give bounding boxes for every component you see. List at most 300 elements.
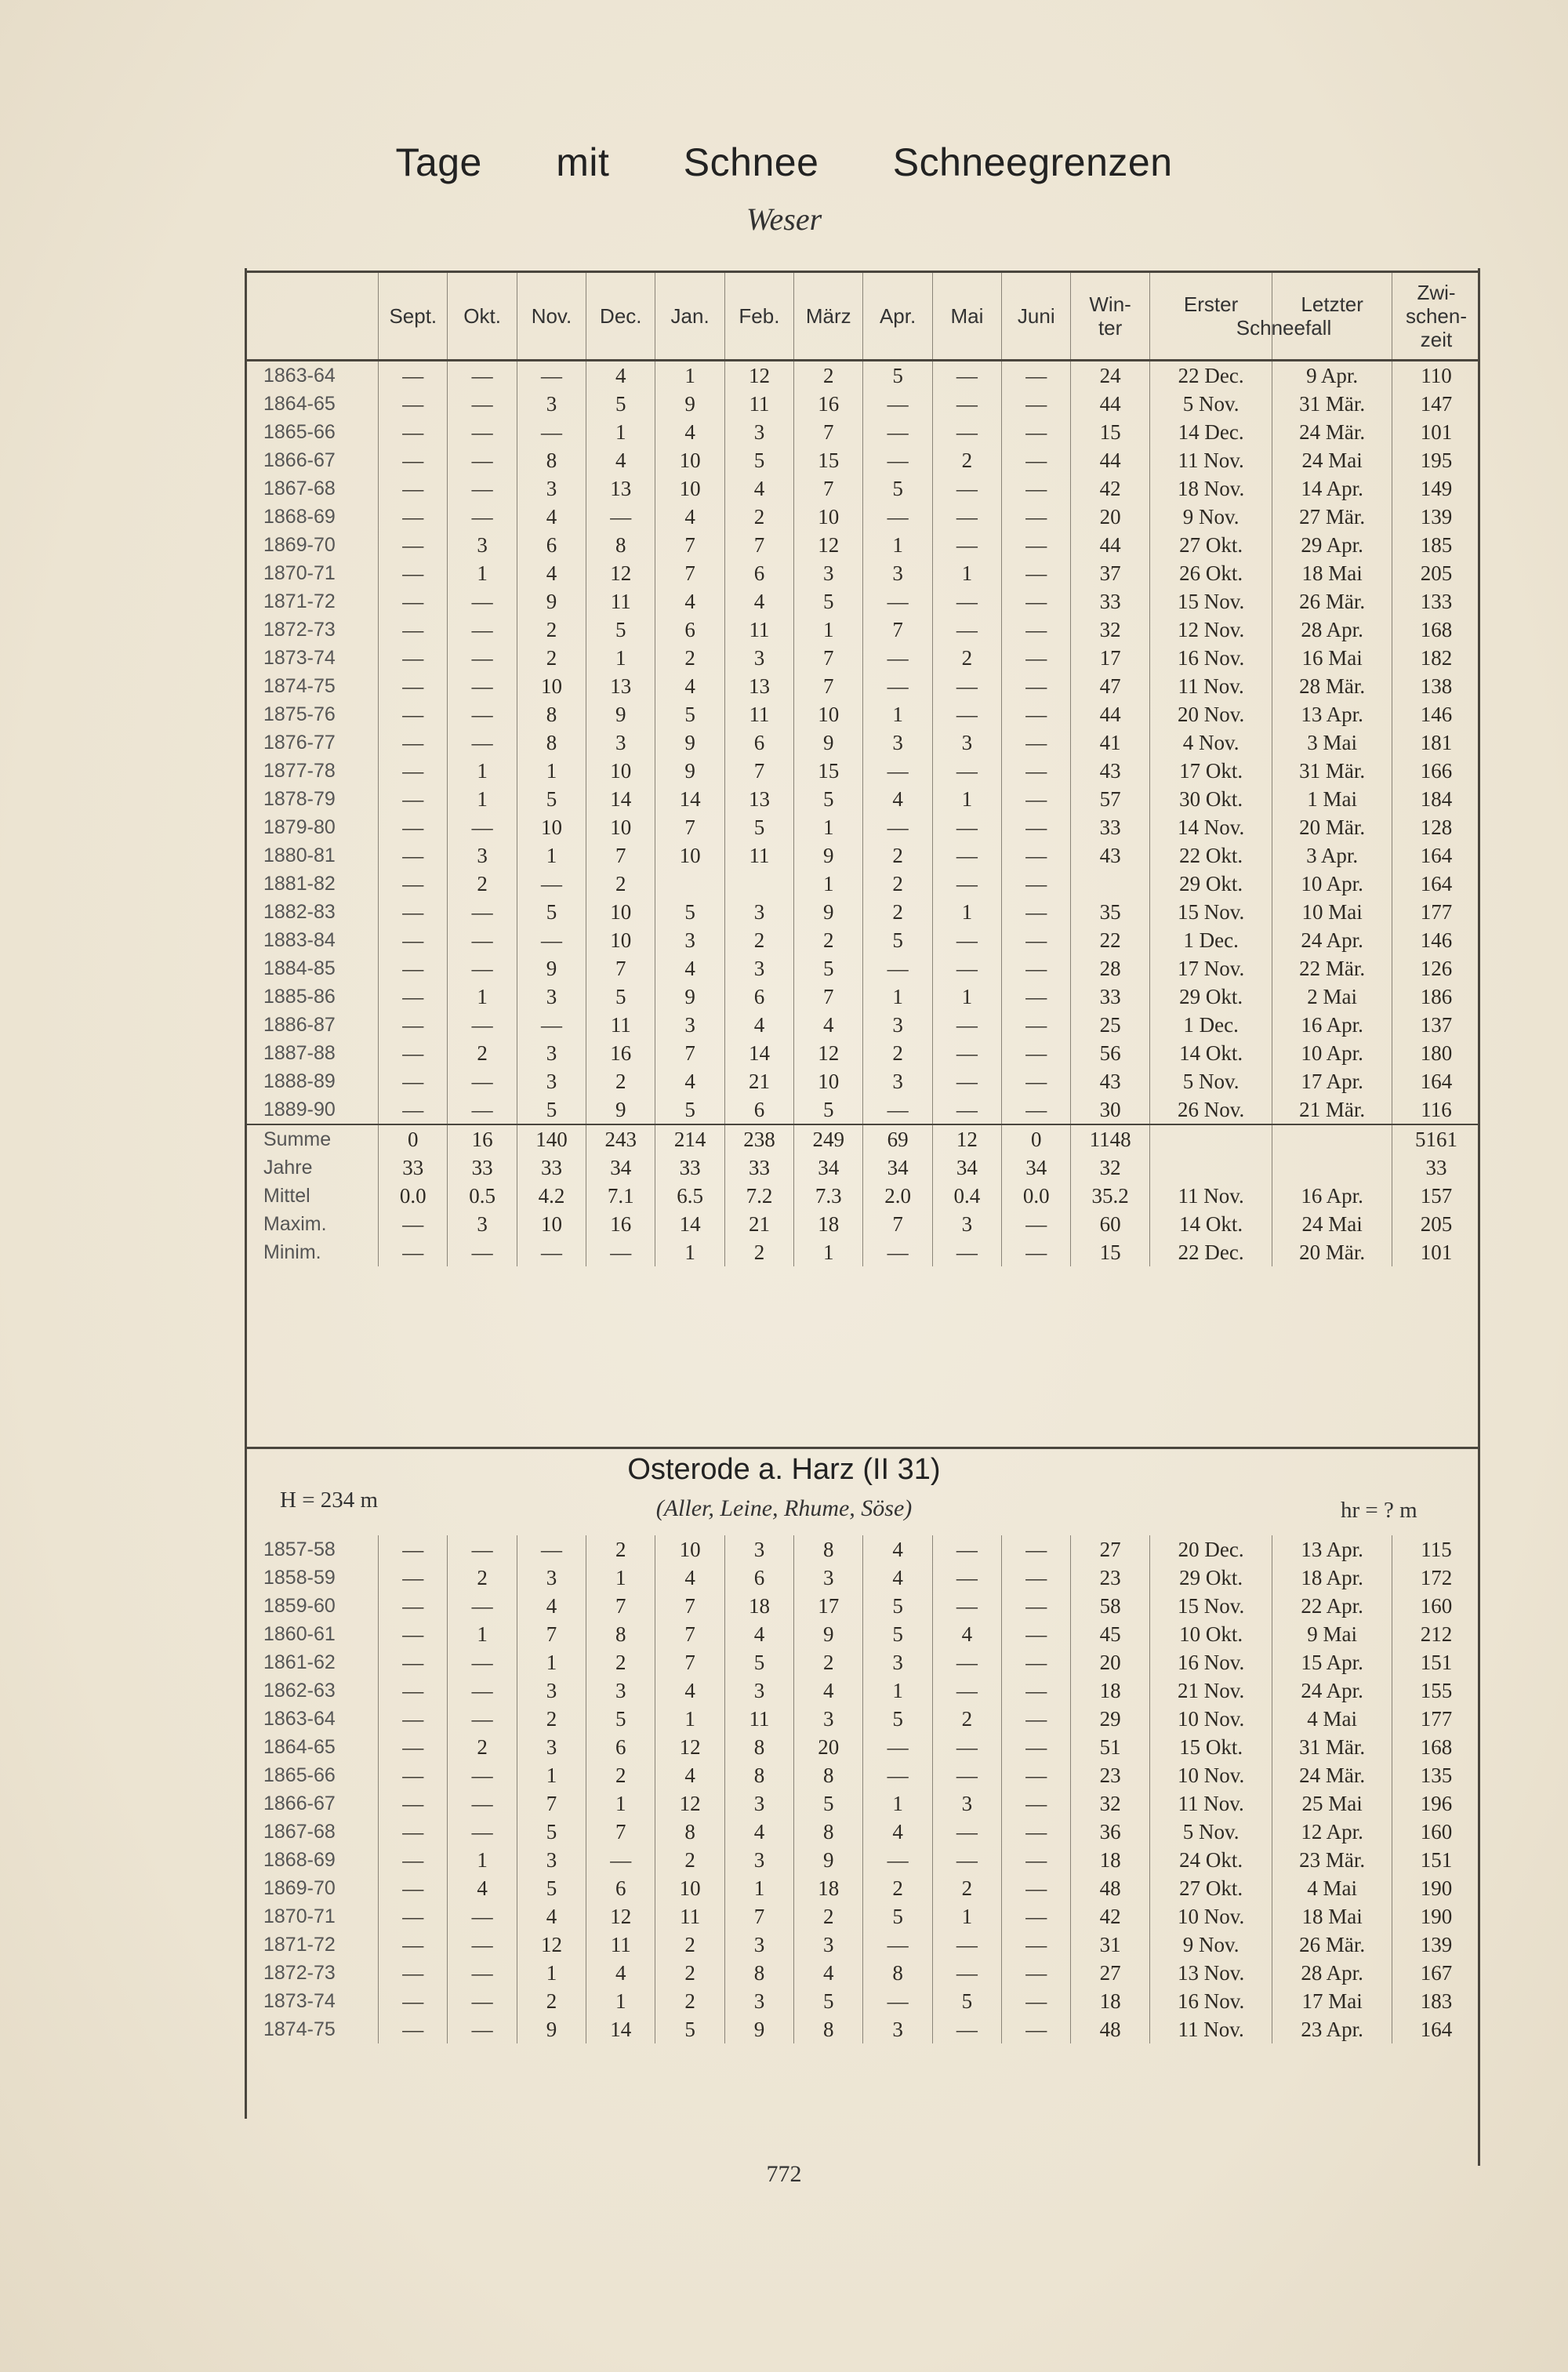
header-label: Win- (1089, 292, 1131, 316)
value-cell: — (517, 418, 586, 446)
value-cell: 168 (1392, 1733, 1480, 1761)
value-cell: 42 (1071, 474, 1149, 503)
value-cell: 20 (1071, 503, 1149, 531)
value-cell: 14 Nov. (1149, 813, 1272, 841)
value-cell: — (448, 361, 517, 390)
value-cell: 149 (1392, 474, 1480, 503)
value-cell: — (379, 559, 448, 587)
value-cell: — (517, 361, 586, 390)
header-label: Juni (1017, 304, 1055, 328)
year-cell: 1864-65 (263, 1736, 336, 1758)
page-number: 772 (766, 2161, 802, 2187)
value-cell: 185 (1392, 531, 1480, 559)
value-cell: — (932, 1648, 1001, 1676)
value-cell: 5 (517, 1818, 586, 1846)
value-cell: — (1002, 700, 1071, 728)
value-cell: 5 (517, 1095, 586, 1124)
year-cell: 1871-72 (263, 1934, 336, 1956)
value-cell: 4 (794, 1959, 863, 1987)
value-cell: — (379, 672, 448, 700)
value-cell: 7 (724, 1902, 793, 1931)
value-cell: — (379, 1789, 448, 1818)
table-header-row (245, 272, 1480, 361)
value-cell: 5 (794, 587, 863, 616)
value-cell: 17 Apr. (1272, 1067, 1392, 1095)
value-cell: 58 (1071, 1592, 1149, 1620)
value-cell: 5 (794, 954, 863, 983)
value-cell: 3 (724, 1789, 793, 1818)
value-cell: 10 (517, 672, 586, 700)
value-cell: 4 Mai (1272, 1874, 1392, 1902)
value-cell: — (448, 728, 517, 757)
value-cell: — (1002, 1959, 1071, 1987)
value-cell: 190 (1392, 1874, 1480, 1902)
value-cell: 2 (794, 1902, 863, 1931)
value-cell: 14 (724, 1039, 793, 1067)
value-cell: 29 Okt. (1149, 1564, 1272, 1592)
table-row (245, 587, 1480, 616)
table-row (245, 446, 1480, 474)
value-cell: 13 (586, 672, 655, 700)
value-cell: 4 (517, 503, 586, 531)
stat-value: 35.2 (1071, 1182, 1149, 1210)
value-cell: 3 (724, 1535, 793, 1564)
table-row (245, 926, 1480, 954)
stat-value: 7.3 (794, 1182, 863, 1210)
value-cell: 30 (1071, 1095, 1149, 1124)
stat-value: — (1002, 1238, 1071, 1266)
value-cell: — (379, 1705, 448, 1733)
value-cell: — (1002, 361, 1071, 390)
value-cell: 3 (932, 728, 1001, 757)
table-row (245, 616, 1480, 644)
value-cell: 4 (517, 1902, 586, 1931)
table-row (245, 531, 1480, 559)
value-cell: — (517, 870, 586, 898)
value-cell: 166 (1392, 757, 1480, 785)
value-cell: 57 (1071, 785, 1149, 813)
year-cell: 1871-72 (263, 590, 336, 612)
value-cell: — (1002, 1011, 1071, 1039)
year-cell: 1860-61 (263, 1623, 336, 1645)
value-cell: — (863, 587, 932, 616)
value-cell: — (863, 1987, 932, 2015)
value-cell: 26 Nov. (1149, 1095, 1272, 1124)
value-cell: 5 (794, 1789, 863, 1818)
value-cell: 1 (517, 1959, 586, 1987)
year-cell: 1888-89 (263, 1070, 336, 1092)
year-cell: 1885-86 (263, 986, 336, 1008)
value-cell: 7 (655, 813, 724, 841)
table-row (245, 1874, 1480, 1902)
value-cell (1071, 870, 1149, 898)
value-cell: — (932, 1039, 1001, 1067)
value-cell: 18 (794, 1874, 863, 1902)
value-cell: 56 (1071, 1039, 1149, 1067)
stat-value: 3 (448, 1210, 517, 1238)
value-cell: — (379, 1987, 448, 2015)
value-cell: 4 (517, 1592, 586, 1620)
value-cell: 12 (794, 531, 863, 559)
value-cell: 10 (517, 813, 586, 841)
value-cell: — (932, 1818, 1001, 1846)
stat-value: 14 (655, 1210, 724, 1238)
value-cell: 8 (794, 1818, 863, 1846)
value-cell: 6 (724, 1095, 793, 1124)
value-cell: — (448, 644, 517, 672)
value-cell: — (517, 926, 586, 954)
value-cell: 2 (932, 1874, 1001, 1902)
value-cell: — (1002, 1039, 1071, 1067)
value-cell: 3 (517, 983, 586, 1011)
value-cell: 137 (1392, 1011, 1480, 1039)
value-cell: 29 Okt. (1149, 870, 1272, 898)
value-cell: 2 (932, 644, 1001, 672)
value-cell: — (1002, 785, 1071, 813)
value-cell: 22 Apr. (1272, 1592, 1392, 1620)
value-cell: 3 (448, 531, 517, 559)
value-cell: 22 Mär. (1272, 954, 1392, 983)
value-cell: 33 (1071, 587, 1149, 616)
value-cell: 27 (1071, 1535, 1149, 1564)
value-cell: — (379, 1874, 448, 1902)
value-cell: 160 (1392, 1818, 1480, 1846)
value-cell: — (1002, 418, 1071, 446)
value-cell: 14 Apr. (1272, 474, 1392, 503)
header-label: Jan. (670, 304, 710, 328)
value-cell: 177 (1392, 1705, 1480, 1733)
value-cell: 20 (794, 1733, 863, 1761)
value-cell: 10 (586, 757, 655, 785)
value-cell: 43 (1071, 757, 1149, 785)
value-cell: 13 (724, 672, 793, 700)
stat-value: 10 (517, 1210, 586, 1238)
value-cell: 2 (932, 1705, 1001, 1733)
stat-value: — (586, 1238, 655, 1266)
table-row (245, 644, 1480, 672)
value-cell: 9 (655, 757, 724, 785)
stat-value: 14 Okt. (1149, 1210, 1272, 1238)
value-cell: 45 (1071, 1620, 1149, 1648)
value-cell: 7 (586, 954, 655, 983)
value-cell: — (1002, 1902, 1071, 1931)
header-cell (655, 272, 724, 361)
value-cell: 31 (1071, 1931, 1149, 1959)
value-cell: 7 (794, 983, 863, 1011)
value-cell: 9 (724, 2015, 793, 2043)
value-cell: 27 Okt. (1149, 531, 1272, 559)
value-cell: 5 (863, 1902, 932, 1931)
value-cell: 3 Apr. (1272, 841, 1392, 870)
value-cell: — (932, 474, 1001, 503)
value-cell: 9 (517, 954, 586, 983)
value-cell: — (863, 418, 932, 446)
value-cell: — (448, 1535, 517, 1564)
value-cell: — (932, 870, 1001, 898)
year-cell: 1880-81 (263, 845, 336, 866)
year-cell: 1872-73 (263, 1962, 336, 1984)
value-cell: 16 Nov. (1149, 1648, 1272, 1676)
value-cell: — (379, 983, 448, 1011)
value-cell: 4 (724, 587, 793, 616)
value-cell: — (379, 1733, 448, 1761)
stat-value: 1 (794, 1238, 863, 1266)
year-cell: 1864-65 (263, 393, 336, 415)
osterode-table-body (245, 1535, 1480, 2043)
value-cell: 4 (655, 672, 724, 700)
value-cell: 9 (794, 1846, 863, 1874)
value-cell: 20 (1071, 1648, 1149, 1676)
station-title: Osterode a. Harz (II 31) (627, 1453, 941, 1486)
value-cell: 1 (586, 418, 655, 446)
stat-value: 238 (724, 1124, 793, 1153)
value-cell: — (379, 757, 448, 785)
value-cell: 139 (1392, 503, 1480, 531)
value-cell: — (932, 841, 1001, 870)
header-cell (517, 272, 586, 361)
value-cell: — (379, 587, 448, 616)
value-cell: — (1002, 1874, 1071, 1902)
year-cell: 1876-77 (263, 732, 336, 754)
value-cell: 4 (863, 1535, 932, 1564)
value-cell: 2 (517, 1987, 586, 2015)
value-cell: 37 (1071, 559, 1149, 587)
stats-row (245, 1210, 1480, 1238)
value-cell: — (448, 954, 517, 983)
value-cell: — (448, 1648, 517, 1676)
value-cell: 164 (1392, 1067, 1480, 1095)
value-cell: 15 Nov. (1149, 587, 1272, 616)
table-row (245, 700, 1480, 728)
value-cell: 6 (724, 983, 793, 1011)
year-cell: 1877-78 (263, 760, 336, 782)
value-cell: 18 (1071, 1676, 1149, 1705)
value-cell: 24 Apr. (1272, 1676, 1392, 1705)
value-cell: 3 (724, 954, 793, 983)
value-cell: 16 (794, 390, 863, 418)
value-cell (724, 870, 793, 898)
header-cell (448, 272, 517, 361)
value-cell: 139 (1392, 1931, 1480, 1959)
value-cell: 5 (863, 1592, 932, 1620)
year-cell: 1868-69 (263, 1849, 336, 1871)
value-cell: — (379, 1818, 448, 1846)
year-cell: 1881-82 (263, 873, 336, 895)
value-cell: 10 (586, 926, 655, 954)
value-cell: 7 (586, 1592, 655, 1620)
value-cell: — (1002, 1535, 1071, 1564)
value-cell: 2 (863, 870, 932, 898)
value-cell: — (379, 446, 448, 474)
value-cell: 8 (724, 1761, 793, 1789)
weser-snow-table (245, 271, 1480, 1266)
stat-value: 0.5 (448, 1182, 517, 1210)
value-cell: 4 (724, 1011, 793, 1039)
value-cell: 8 (794, 2015, 863, 2043)
value-cell: — (379, 1648, 448, 1676)
value-cell: 3 (794, 1564, 863, 1592)
value-cell: — (1002, 841, 1071, 870)
value-cell: 44 (1071, 390, 1149, 418)
value-cell: 4 (586, 1959, 655, 1987)
value-cell: 10 Mai (1272, 898, 1392, 926)
value-cell: 16 Apr. (1272, 1011, 1392, 1039)
value-cell: 7 (655, 1648, 724, 1676)
value-cell: 12 (655, 1733, 724, 1761)
value-cell: 13 (724, 785, 793, 813)
value-cell: 15 Nov. (1149, 898, 1272, 926)
value-cell: — (586, 1846, 655, 1874)
stat-value: 16 Apr. (1272, 1182, 1392, 1210)
value-cell: — (379, 1067, 448, 1095)
value-cell: — (448, 390, 517, 418)
table-row (245, 361, 1480, 390)
value-cell: 7 (517, 1620, 586, 1648)
value-cell: 10 Apr. (1272, 1039, 1392, 1067)
value-cell: 12 (655, 1789, 724, 1818)
value-cell: 3 (794, 559, 863, 587)
value-cell: 12 (517, 1931, 586, 1959)
value-cell: 10 (794, 1067, 863, 1095)
value-cell: 5 (517, 898, 586, 926)
value-cell: 7 (655, 1620, 724, 1648)
value-cell: 16 Nov. (1149, 1987, 1272, 2015)
value-cell: 7 (586, 841, 655, 870)
value-cell: — (1002, 1761, 1071, 1789)
value-cell: 4 (517, 559, 586, 587)
value-cell: 2 (863, 1874, 932, 1902)
value-cell: 4 (932, 1620, 1001, 1648)
value-cell: — (1002, 446, 1071, 474)
value-cell: 2 (448, 1039, 517, 1067)
value-cell: — (448, 1011, 517, 1039)
value-cell: 8 (794, 1535, 863, 1564)
value-cell: 18 Nov. (1149, 474, 1272, 503)
value-cell: 4 Mai (1272, 1705, 1392, 1733)
value-cell: 7 (794, 474, 863, 503)
value-cell: 164 (1392, 2015, 1480, 2043)
stat-value: 32 (1071, 1153, 1149, 1182)
value-cell: 18 (724, 1592, 793, 1620)
header-label: ter (1098, 316, 1123, 340)
value-cell: — (586, 503, 655, 531)
value-cell: 6 (655, 616, 724, 644)
value-cell: — (1002, 2015, 1071, 2043)
value-cell: 15 Okt. (1149, 1733, 1272, 1761)
stat-label: Summe (245, 1124, 379, 1153)
value-cell: 184 (1392, 785, 1480, 813)
value-cell: — (448, 2015, 517, 2043)
value-cell: — (932, 813, 1001, 841)
value-cell: 180 (1392, 1039, 1480, 1067)
header-label: schen- (1405, 304, 1467, 328)
value-cell: 8 (863, 1959, 932, 1987)
value-cell: 3 (724, 1931, 793, 1959)
value-cell: 8 (655, 1818, 724, 1846)
value-cell: 5 (863, 926, 932, 954)
value-cell: 2 (586, 1535, 655, 1564)
value-cell: 4 (724, 1620, 793, 1648)
value-cell: — (448, 1959, 517, 1987)
year-cell: 1865-66 (263, 1764, 336, 1786)
value-cell: 15 (794, 446, 863, 474)
value-cell: 11 Nov. (1149, 1789, 1272, 1818)
value-cell: — (1002, 1818, 1071, 1846)
value-cell: — (1002, 503, 1071, 531)
value-cell: 7 (655, 531, 724, 559)
value-cell: 11 (724, 700, 793, 728)
value-cell: 3 (863, 728, 932, 757)
value-cell: — (379, 841, 448, 870)
value-cell: 167 (1392, 1959, 1480, 1987)
value-cell: — (863, 672, 932, 700)
value-cell: 1 (448, 785, 517, 813)
value-cell: 15 (794, 757, 863, 785)
value-cell: 17 (794, 1592, 863, 1620)
value-cell: — (932, 587, 1001, 616)
value-cell: — (448, 474, 517, 503)
value-cell: 11 (724, 616, 793, 644)
value-cell: 9 Mai (1272, 1620, 1392, 1648)
header-label: Zwi- (1417, 281, 1456, 304)
value-cell: 8 (794, 1761, 863, 1789)
year-cell: 1873-74 (263, 647, 336, 669)
value-cell: 1 (448, 1620, 517, 1648)
value-cell: 28 (1071, 954, 1149, 983)
value-cell: 4 (655, 1676, 724, 1705)
table-row (245, 1761, 1480, 1789)
value-cell: 9 (517, 2015, 586, 2043)
table-row (245, 1959, 1480, 1987)
value-cell: 147 (1392, 390, 1480, 418)
stat-value: — (1002, 1210, 1071, 1238)
value-cell: — (1002, 390, 1071, 418)
value-cell: — (379, 1761, 448, 1789)
value-cell: 4 (794, 1011, 863, 1039)
value-cell: 5 (932, 1987, 1001, 2015)
table-row (245, 1846, 1480, 1874)
header-label: März (805, 304, 851, 328)
value-cell: — (1002, 1987, 1071, 2015)
value-cell: 7 (724, 757, 793, 785)
stat-value: 22 Dec. (1149, 1238, 1272, 1266)
value-cell: 4 (724, 1818, 793, 1846)
table-row (245, 870, 1480, 898)
value-cell: 9 (794, 898, 863, 926)
value-cell: 3 (794, 1931, 863, 1959)
value-cell: 7 (517, 1789, 586, 1818)
year-cell: 1869-70 (263, 534, 336, 556)
table-row (245, 1011, 1480, 1039)
value-cell: 5 (863, 474, 932, 503)
stat-label: Mittel (263, 1185, 310, 1207)
header-label: Nov. (531, 304, 572, 328)
value-cell: 5 (517, 1874, 586, 1902)
table-row (245, 1902, 1480, 1931)
value-cell: 9 (794, 728, 863, 757)
value-cell: — (379, 1620, 448, 1648)
value-cell: 1 (932, 785, 1001, 813)
value-cell: 23 Mär. (1272, 1846, 1392, 1874)
value-cell: 2 (794, 1648, 863, 1676)
value-cell: — (448, 898, 517, 926)
value-cell: 18 (1071, 1987, 1149, 2015)
value-cell: 1 (655, 361, 724, 390)
value-cell: 2 (655, 644, 724, 672)
year-cell: 1878-79 (263, 788, 336, 810)
value-cell: 1 (794, 870, 863, 898)
value-cell: 2 (448, 1564, 517, 1592)
